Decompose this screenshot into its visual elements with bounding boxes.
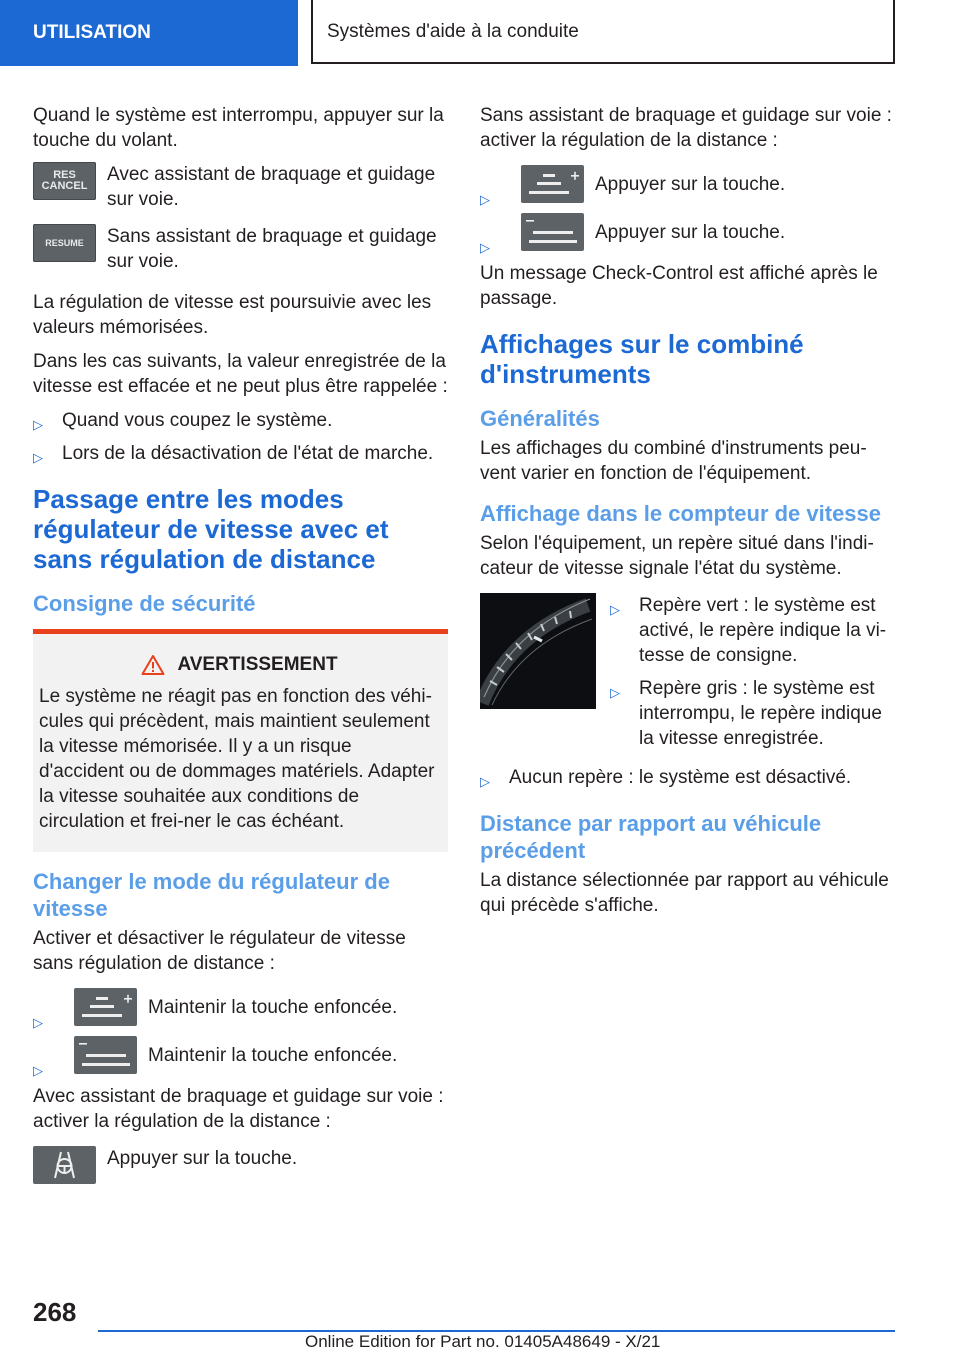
cases-list [33, 408, 448, 466]
heading-change-mode: Changer le mode du régulateur de vitesse [33, 869, 390, 921]
bullet-triangle-icon: ▷ [33, 1063, 43, 1078]
heading-switch-modes: Passage entre les modes régulateur de vitesse avec et sans régulation de distance [33, 484, 389, 574]
list-item: ▷ Repère vert : le système est activé, le repère indique la vi-tesse de consigne. [610, 595, 887, 666]
paragraph-cases: Dans les cas suivants, la valeur enregistrée de la vitesse est effacée et ne peut plus être rappelée : [33, 351, 448, 397]
distance-plus-key-icon [521, 165, 584, 203]
bullet-triangle-icon: ▷ [33, 450, 43, 465]
marker-none-list [480, 765, 895, 790]
bullet-triangle-icon: ▷ [480, 774, 490, 789]
key-row-assist [33, 1146, 448, 1184]
distance-minus-key-icon [521, 213, 584, 251]
section-tab: UTILISATION [0, 0, 298, 66]
right-column [480, 103, 895, 927]
heading-instrument-displays: Affichages sur le combiné d'instruments [480, 329, 804, 389]
heading-safety: Consigne de sécurité [33, 591, 256, 616]
res-cancel-key-icon: RES CANCEL [33, 162, 96, 200]
chapter-title: Systèmes d'aide à la conduite [311, 0, 895, 64]
page-header [0, 0, 960, 66]
bullet-triangle-icon: ▷ [480, 240, 490, 255]
list-item: ▷ Repère gris : le système est interrompu, le repère indique la vitesse enregistrée. [610, 678, 882, 749]
list-item: ▷ Lors de la désactivation de l'état de marche. [33, 441, 448, 466]
paragraph-general: Les affichages du combiné d'instruments peu-vent varier en fonction de l'équipement. [480, 438, 867, 484]
paragraph-with-assist: Avec assistant de braquage et guidage sur voie : activer la régulation de la distance : [33, 1086, 444, 1132]
steering-assist-key-icon [33, 1146, 96, 1184]
list-item: ▷ Appuyer sur la touche. [480, 213, 895, 251]
list-item: ▷ Quand vous coupez le système. [33, 408, 448, 433]
speedometer-gauge-image [480, 593, 596, 709]
warning-box [33, 629, 448, 852]
resume-key-icon: RESUME [33, 224, 96, 262]
list-item: ▷ Maintenir la touche enfoncée. [33, 988, 448, 1026]
paragraph-check-control: Un message Check-Control est affiché après le passage. [480, 263, 878, 309]
warning-title: AVERTISSEMENT [39, 654, 440, 676]
bullet-triangle-icon: ▷ [33, 417, 43, 432]
heading-speedometer: Affichage dans le compteur de vitesse [480, 501, 882, 526]
distance-minus-key-icon [74, 1036, 137, 1074]
warning-triangle-icon [141, 654, 165, 676]
key-description: Sans assistant de braquage et guidage sur voie. [107, 226, 437, 272]
footer-edition: Online Edition for Part no. 01405A48649 - X/21 [305, 1332, 661, 1351]
paragraph-toggle: Activer et désactiver le régulateur de vitesse sans régulation de distance : [33, 928, 406, 974]
paragraph-resume: La régulation de vitesse est poursuivie avec les valeurs mémorisées. [33, 292, 432, 338]
paragraph-interrupt: Quand le système est interrompu, appuyer sur la touche du volant. [33, 105, 444, 151]
page-number: 268 [33, 1297, 77, 1327]
key-row-res-cancel [33, 162, 448, 212]
distance-plus-key-icon [74, 988, 137, 1026]
warning-text: Le système ne réagit pas en fonction des véhi-cules qui précèdent, mais maintient seulement la vitesse mémorisée. Il y a un risque d'accident ou de dommages matériels. Adapter la vitesse souhaitée aux conditions de circulation et frei-ner le cas échéant. [39, 686, 435, 832]
list-item: ▷ Aucun repère : le système est désactivé. [480, 765, 895, 790]
list-item: ▷ Appuyer sur la touche. [480, 165, 895, 203]
paragraph-distance: La distance sélectionnée par rapport au véhicule qui précède s'affiche. [480, 870, 889, 916]
heading-distance: Distance par rapport au véhicule précédent [480, 811, 822, 863]
bullet-triangle-icon: ▷ [480, 192, 490, 207]
key-description: Appuyer sur la touche. [107, 1148, 298, 1169]
marker-list [610, 593, 895, 759]
paragraph-without-assist: Sans assistant de braquage et guidage sur voie : activer la régulation de la distance : [480, 105, 892, 151]
left-column [33, 103, 448, 1196]
heading-general: Généralités [480, 406, 600, 431]
bullet-triangle-icon: ▷ [610, 685, 620, 700]
bullet-triangle-icon: ▷ [33, 1015, 43, 1030]
press-key-list [480, 165, 895, 255]
paragraph-speedometer: Selon l'équipement, un repère situé dans l'indi-cateur de vitesse signale l'état du système. [480, 533, 874, 579]
key-description: Avec assistant de braquage et guidage sur voie. [107, 164, 436, 210]
speedometer-display-block [480, 593, 895, 759]
list-item: ▷ Maintenir la touche enfoncée. [33, 1036, 448, 1074]
hold-key-list [33, 988, 448, 1078]
key-row-resume [33, 224, 448, 274]
bullet-triangle-icon: ▷ [610, 602, 620, 617]
